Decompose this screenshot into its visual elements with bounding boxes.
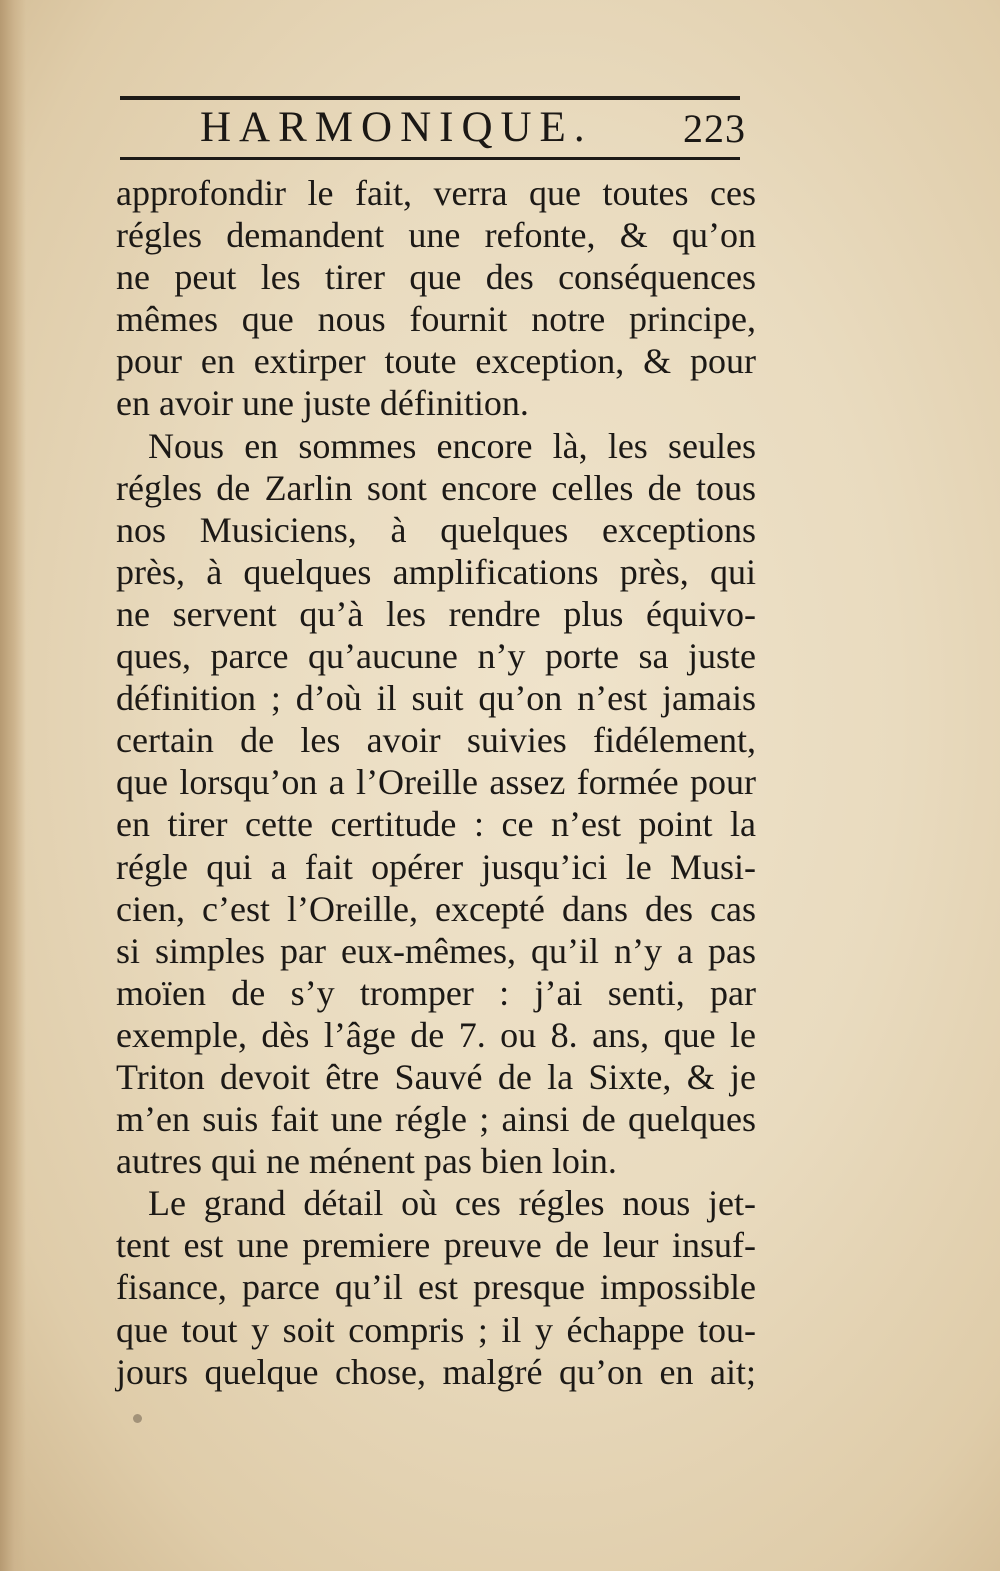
text-line: en tirer cette certitude : ce n’est point la [116,804,756,845]
text-line: ques, parce qu’aucune n’y porte sa juste [116,636,756,677]
text-line: régles demandent une refonte, & qu’on [116,215,756,256]
page-gutter-shadow [0,0,26,1571]
text-line: exemple, dès l’âge de 7. ou 8. ans, que le [116,1014,756,1055]
text-line: jours quelque chose, malgré qu’on en ait; [116,1351,756,1392]
running-title: HARMONIQUE. [200,104,593,151]
text-line: que tout y soit compris ; il y échappe tou- [116,1309,756,1350]
text-line: Triton devoit être Sauvé de la Sixte, & je [116,1056,756,1097]
text-line: moïen de s’y tromper : j’ai senti, par [116,972,756,1013]
header-rule-top [120,96,740,100]
text-line: en avoir une juste définition. [116,383,529,424]
text-line: approfondir le fait, verra que toutes ces [116,173,756,213]
text-line: m’en suis fait une régle ; ainsi de quelques [116,1099,756,1140]
running-head [0,101,1000,155]
text-line: fisance, parce qu’il est presque impossible [116,1267,756,1308]
body-text [116,172,756,1393]
text-line: régles de Zarlin sont encore celles de tous [116,467,756,508]
text-line: Le grand détail où ces régles nous jet- [148,1183,756,1224]
text-line: pour en extirper toute exception, & pour [116,341,756,382]
text-line: si simples par eux-mêmes, qu’il n’y a pas [116,930,756,971]
text-line: que lorsqu’on a l’Oreille assez formée pour [116,762,756,803]
text-line: mêmes que nous fournit notre principe, [116,299,756,340]
text-line: certain de les avoir suivies fidélement, [116,720,756,761]
page-number: 223 [683,106,746,151]
text-line: cien, c’est l’Oreille, excepté dans des cas [116,888,756,929]
text-line: ne servent qu’à les rendre plus équivo- [116,593,756,634]
ink-spot [133,1414,142,1423]
text-line: régle qui a fait opérer jusqu’ici le Musi- [116,846,756,887]
text-line: ne peut les tirer que des conséquences [116,257,756,298]
header-rule-bottom [120,157,740,160]
text-line: Nous en sommes encore là, les seules [148,425,756,466]
text-line: tent est une premiere preuve de leur insuf- [116,1225,756,1266]
text-line: nos Musiciens, à quelques exceptions [116,509,756,550]
text-line: définition ; d’où il suit qu’on n’est jamais [116,678,756,719]
text-line: autres qui ne ménent pas bien loin. [116,1141,617,1182]
text-line: près, à quelques amplifications près, qui [116,551,756,592]
